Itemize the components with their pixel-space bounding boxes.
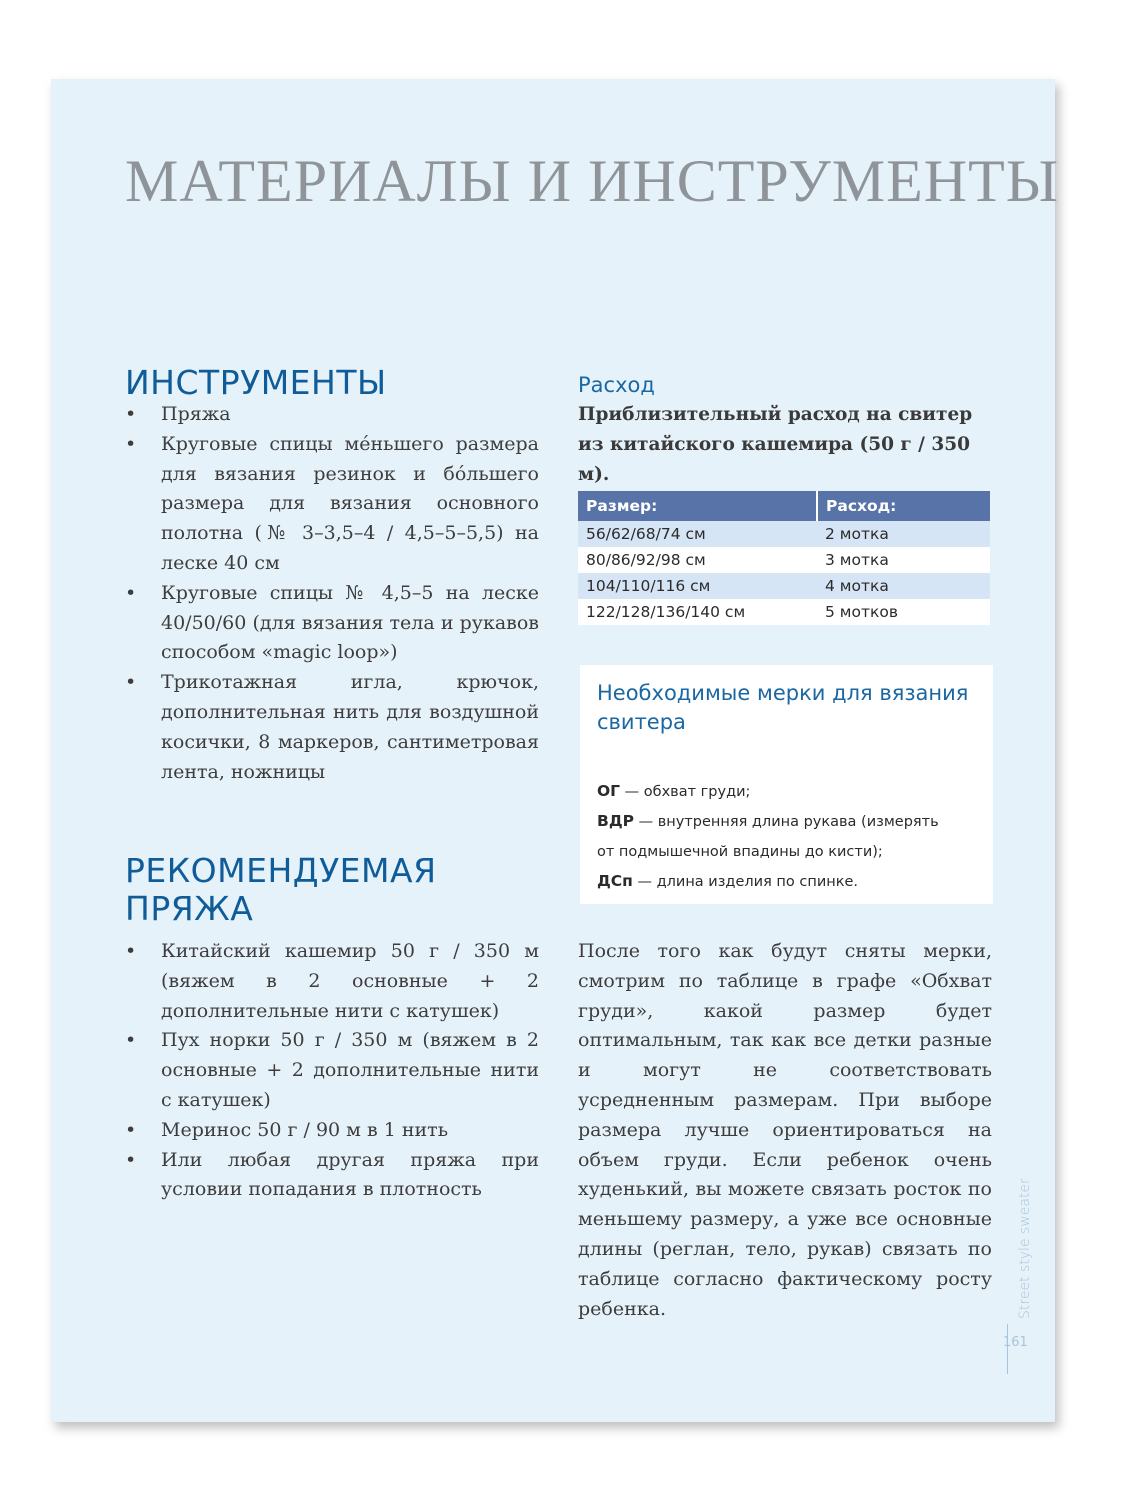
list-item: • Или любая другая пряжа при условии попадания в плотность xyxy=(125,1146,539,1206)
table-cell: 4 мотка xyxy=(817,573,990,599)
measure-text: — обхват груди; xyxy=(620,784,751,800)
table-row xyxy=(578,547,990,573)
book-page xyxy=(51,79,1060,1422)
list-item: • Меринос 50 г / 90 м в 1 нить xyxy=(125,1116,539,1146)
table-cell: 80/86/92/98 см xyxy=(578,547,817,573)
measure-item xyxy=(597,836,987,867)
measure-text: — внутренняя длина рукава (измерять xyxy=(633,814,939,830)
measure-abbr: ДСп xyxy=(597,872,633,890)
measures-heading: Необходимые мерки для вязания свитера xyxy=(597,681,969,734)
list-item: • Китайский кашемир 50 г / 350 м (вяжем в 2 основные + 2 дополнительные нити с катушек) xyxy=(125,937,539,1026)
tools-heading: ИНСТРУМЕНТЫ xyxy=(125,363,387,402)
measure-item xyxy=(597,806,987,837)
table-cell: 5 мотков xyxy=(817,599,990,625)
body-paragraph: После того как будут сняты мерки, смотрим по таблице в графе «Обхват груди», какой размер будет оптимальным, так как все детки разные и могут не соответствовать усредненным размерам. При выборе размера лучше ориентироваться на объем груди. Если ребенок очень худенький, вы можете связать росток по меньшему размеру, а уже все основные длины (реглан, тело, рукав) связать по таблице согласно фактическому росту ребенка. xyxy=(578,940,992,1320)
measures-box xyxy=(580,665,993,904)
table-cell: 104/110/116 см xyxy=(578,573,817,599)
table-cell: 3 мотка xyxy=(817,547,990,573)
list-item: • Круговые спицы № 4,5–5 на леске 40/50/60 (для вязания тела и рукавов способом «magic loop») xyxy=(125,579,539,668)
measure-abbr: ОГ xyxy=(597,782,621,800)
table-cell: 122/128/136/140 см xyxy=(578,599,817,625)
page-number: 161 xyxy=(1003,1335,1028,1350)
yarn-heading: РЕКОМЕНДУЕМАЯ ПРЯЖА xyxy=(125,851,437,928)
table-header-size: Размер: xyxy=(578,491,817,521)
yarn-list xyxy=(125,937,539,1205)
table-cell: 2 мотка xyxy=(817,521,990,547)
table-row xyxy=(578,573,990,599)
page-title: МАТЕРИАЛЫ И ИНСТРУМЕНТЫ xyxy=(125,148,1060,214)
measure-item xyxy=(597,866,987,897)
measure-text: от подмышечной впадины до кисти); xyxy=(597,844,883,860)
list-item: • Пряжа xyxy=(125,400,539,430)
list-item: • Трикотажная игла, крючок, дополнительная нить для воздушной косички, 8 маркеров, сантиметровая лента, ножницы xyxy=(125,668,539,787)
list-item: • Пух норки 50 г / 350 м (вяжем в 2 основные + 2 дополнительные нити с катушек) xyxy=(125,1026,539,1115)
table-cell: 56/62/68/74 см xyxy=(578,521,817,547)
running-title-text: Street style sweater xyxy=(1017,1178,1033,1319)
tools-list xyxy=(125,400,539,787)
table-row xyxy=(578,521,990,547)
consumption-heading: Расход xyxy=(578,373,655,397)
table-row xyxy=(578,599,990,625)
list-item: • Круговые спицы ме́ньшего размера для вязания резинок и бо́льшего размера для вязания основного полотна (№ 3–3,5–4 / 4,5–5–5,5) на леске 40 см xyxy=(125,430,539,579)
measure-item xyxy=(597,776,987,807)
consumption-intro: Приблизительный расход на свитер из китайского кашемира (50 г / 350 м). xyxy=(578,404,973,485)
measure-text: — длина изделия по спинке. xyxy=(632,874,859,890)
consumption-table xyxy=(578,491,990,625)
measure-abbr: ВДР xyxy=(597,812,634,830)
table-header-consumption: Расход: xyxy=(817,491,990,521)
